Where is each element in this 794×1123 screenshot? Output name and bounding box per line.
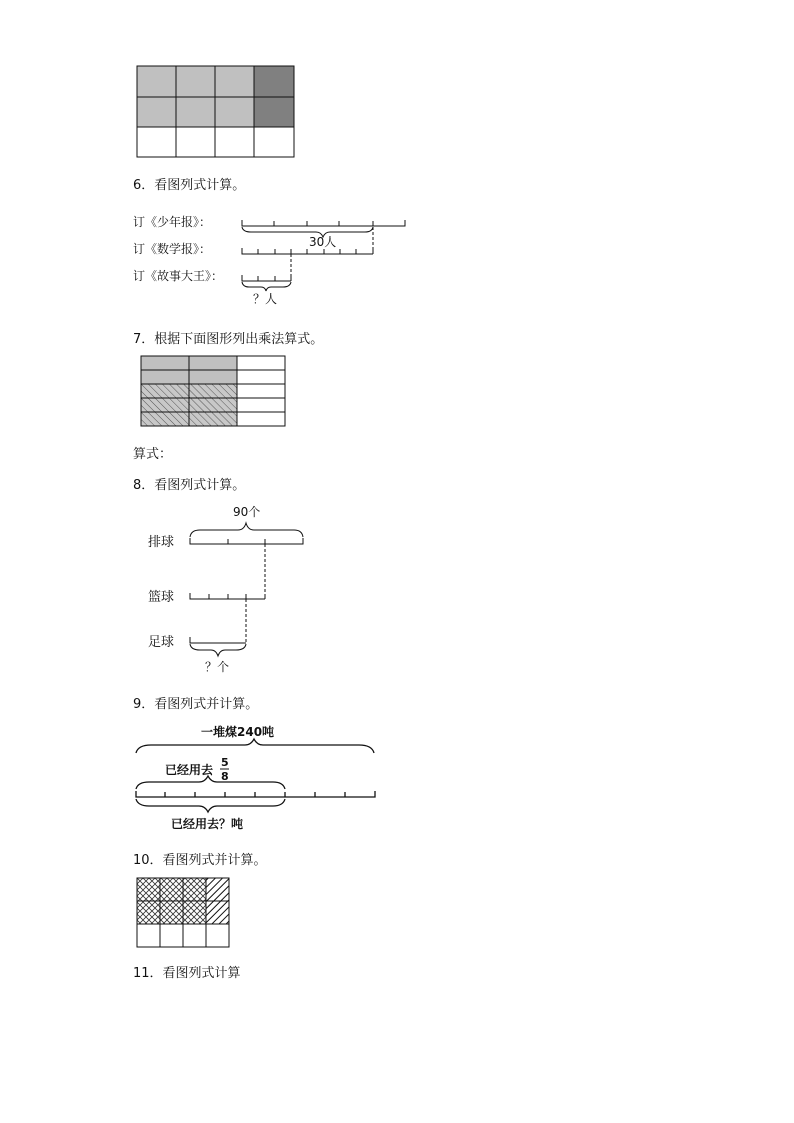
- fig8-row2-label: 篮球: [148, 590, 175, 605]
- figure-10-grid: [137, 878, 233, 950]
- question-11: 11．看图列式计算: [133, 966, 241, 981]
- fig8-row2-segment: [190, 593, 265, 599]
- fig6-brace-label: 30人: [309, 235, 337, 249]
- fig6-row1-segment: [242, 220, 405, 226]
- fig9-question-brace: [136, 799, 285, 812]
- figure-6: [133, 208, 413, 308]
- fig6-row2-segment: [242, 248, 373, 254]
- fig9-used-brace: [136, 776, 285, 789]
- question-10: 10．看图列式并计算。: [133, 853, 267, 868]
- fig6-row3-segment: [242, 275, 291, 281]
- fig9-question-label: 已经用去？吨: [171, 817, 244, 831]
- fig8-row1-segment: [190, 538, 303, 544]
- question-6: 6．看图列式计算。: [133, 178, 246, 193]
- fig8-question-brace: [190, 644, 246, 656]
- fig8-top-brace: [190, 523, 303, 537]
- fraction-grid-top: [137, 66, 297, 158]
- question-8: 8．看图列式计算。: [133, 478, 246, 493]
- question-7: 7．根据下面图形列出乘法算式。: [133, 332, 324, 347]
- answer-formula-label: 算式：: [133, 447, 173, 462]
- grid-cells: [137, 66, 294, 157]
- fig9-fraction-num: 5: [221, 756, 229, 769]
- figure-7-grid: [141, 356, 287, 431]
- question-9: 9．看图列式并计算。: [133, 697, 259, 712]
- fig6-row2-label: 订《数学报》：: [133, 242, 212, 256]
- fig9-segment: [136, 791, 375, 797]
- figure-8: [148, 500, 328, 680]
- fig6-question-label: ？人: [253, 292, 278, 306]
- fig9-used-label: 已经用去: [165, 763, 214, 777]
- fig9-fraction-den: 8: [221, 770, 229, 783]
- fig6-question-brace: [242, 282, 291, 291]
- fig8-row3-label: 足球: [148, 635, 175, 650]
- fig8-row3-segment: [190, 637, 246, 643]
- fig9-total-label: 一堆煤240吨: [201, 725, 275, 739]
- fig8-question-label: ？个: [205, 660, 230, 674]
- fig9-total-brace: [136, 739, 374, 753]
- fig6-row1-label: 订《少年报》：: [133, 215, 212, 229]
- figure-9: [133, 720, 383, 832]
- fig8-row1-label: 排球: [148, 535, 175, 550]
- fig6-brace: [242, 227, 373, 237]
- fig8-top-label: 90个: [233, 505, 261, 519]
- fig6-row3-label: 订《故事大王》：: [133, 269, 224, 283]
